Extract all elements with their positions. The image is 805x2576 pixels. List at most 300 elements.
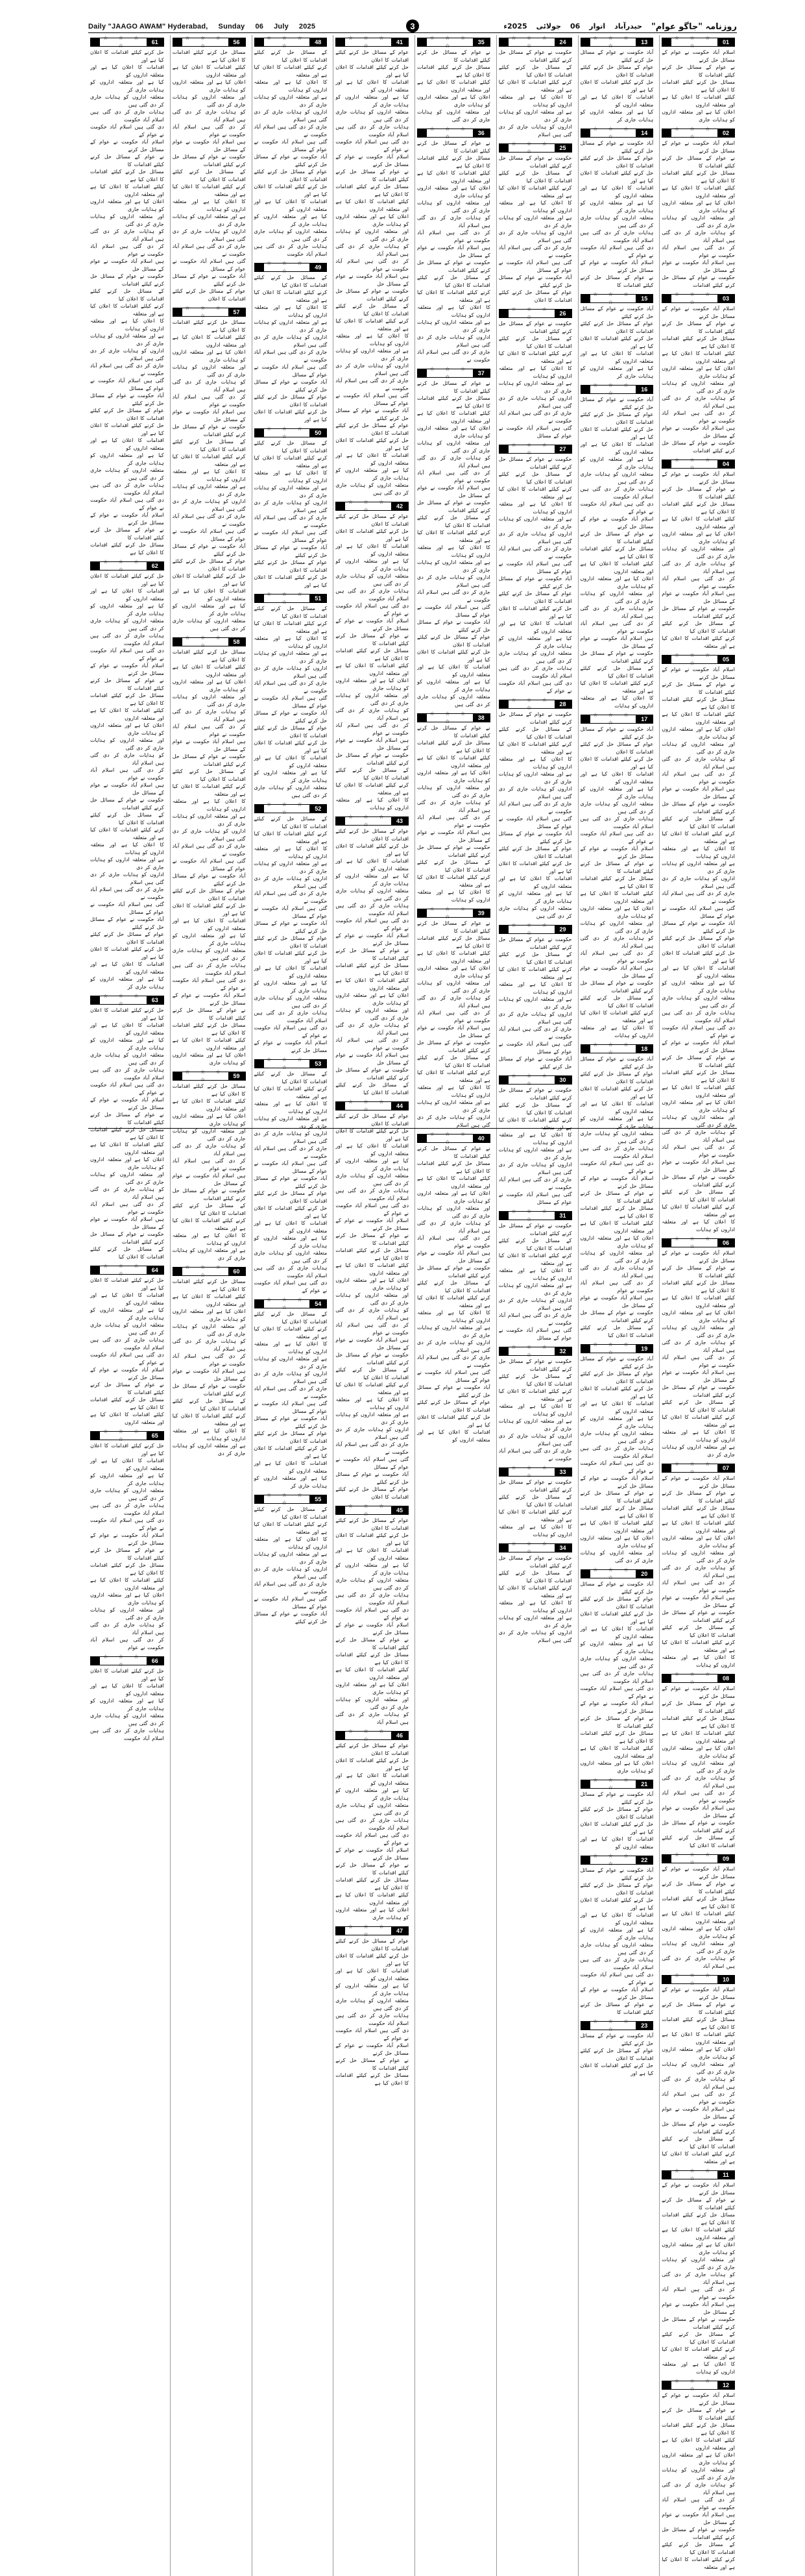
text-line: کرنے کیلئے اقدامات کا اعلان کیا ہے اور متعلقہ — [417, 1070, 490, 1083]
news-item-header — [335, 1101, 409, 1110]
news-item-number: 24 — [555, 38, 571, 46]
news-item-number: 08 — [717, 1674, 734, 1682]
text-line: اداروں کو ہدایات جاری کر دی گئی ہیں اسلام — [254, 1371, 328, 1384]
text-line: اسلام آباد حکومت نے عوام کے مسائل حل کرنے — [662, 1987, 735, 2000]
news-item-number: 14 — [636, 129, 653, 137]
text-line: کر دی گئی ہیں اسلام آباد حکومت نے عوام — [662, 576, 735, 589]
text-line: اعلان کیا ہے اور متعلقہ اداروں کو ہدایات جاری — [172, 679, 246, 693]
text-line: عوام کے مسائل حل کرنے کیلئے اقدامات کا اعلان — [335, 1743, 409, 1756]
text-line: مسائل حل کرنے کیلئے اقدامات کا اعلان کیا ہے — [90, 1397, 164, 1410]
header-marker — [255, 264, 264, 271]
text-line: کرنے کیلئے اقدامات کا اعلان کیا ہے اور متعلقہ — [172, 184, 246, 197]
text-line: نے عوام کے مسائل حل کرنے کیلئے اقدامات کا — [90, 1382, 164, 1395]
text-line: اقدامات کا اعلان کیا ہے اور متعلقہ اداروں کو — [498, 876, 572, 889]
city-urdu: حیدرآباد — [614, 21, 642, 31]
text-line: اداروں کو ہدایات جاری کر دی گئی ہیں اسلام — [417, 1340, 490, 1353]
text-line: حکومت نے عوام کے مسائل حل کرنے کیلئے اقدامات — [498, 456, 572, 470]
header-marker — [499, 310, 509, 317]
text-line: کے مسائل حل کرنے کیلئے اقدامات کا اعلان کیا — [254, 1071, 328, 1085]
text-line: جاری کر دی گئی ہیں اسلام آباد حکومت نے — [254, 1386, 328, 1399]
text-line: حل کرنے کیلئے اقدامات کا اعلان کیا ہے اور — [417, 1414, 490, 1428]
text-line: کرنے کیلئے اقدامات کا اعلان کیا ہے اور متعلقہ — [254, 1086, 328, 1099]
text-line: کیلئے اقدامات کا اعلان کیا ہے اور متعلقہ اداروں — [335, 1262, 409, 1276]
news-item-header — [254, 428, 328, 437]
star-divider-icon: ☆ ☆ ☆ ☆ — [511, 1208, 551, 1222]
text-line: کے مسائل حل کرنے کیلئے اقدامات کا اعلان کیا — [172, 439, 246, 452]
text-line: جاری کر دی گئی ہیں اسلام آباد حکومت نے — [172, 843, 246, 857]
text-line: اعلان کیا ہے اور متعلقہ اداروں کو ہدایات جاری — [90, 199, 164, 212]
text-line: اعلان کیا ہے اور متعلقہ اداروں کو ہدایات جاری — [662, 1535, 735, 1549]
text-line: جاری کر دی گئی ہیں اسلام آباد حکومت نے — [417, 1355, 490, 1368]
text-line: حکومت نے عوام کے مسائل حل کرنے کیلئے اقدامات — [498, 711, 572, 725]
news-item-header — [662, 457, 735, 471]
text-line: حل کرنے کیلئے اقدامات کا اعلان کیا ہے اور — [254, 1205, 328, 1219]
news-item — [499, 143, 572, 304]
text-line: کا اعلان کیا ہے اور متعلقہ اداروں کو ہدایات — [498, 1524, 572, 1538]
text-line: کے مسائل حل کرنے کیلئے اقدامات کا اعلان کیا — [662, 2542, 735, 2555]
news-item — [90, 561, 164, 990]
text-line: ہیں اسلام آباد حکومت نے عوام کے مسائل حل — [662, 425, 735, 439]
text-line: کیلئے اقدامات کا اعلان کیا ہے اور متعلقہ اداروں — [662, 1911, 735, 1924]
text-line: دی گئی ہیں اسلام آباد حکومت نے عوام کے — [580, 501, 654, 515]
text-line: گئی ہیں اسلام آباد حکومت نے عوام کے مسائل — [254, 1596, 328, 1610]
news-item-number: 47 — [391, 1927, 408, 1935]
news-item-header — [499, 143, 572, 153]
text-line: کا اعلان کیا ہے اور متعلقہ اداروں کو ہدایات — [90, 318, 164, 332]
text-line: اقدامات کا اعلان کیا ہے اور متعلقہ اداروں کو — [335, 1773, 409, 1786]
text-line: ہے اور متعلقہ اداروں کو ہدایات جاری کر دی — [498, 109, 572, 123]
news-item-header — [581, 35, 654, 49]
text-line: نے عوام کے مسائل حل کرنے کیلئے اقدامات کا — [580, 275, 654, 288]
news-item — [173, 637, 246, 1066]
text-line: مسائل حل کرنے کیلئے اقدامات کا اعلان کیا ہے — [662, 696, 735, 710]
text-line: آباد حکومت نے عوام کے مسائل حل کرنے کیلئے — [335, 408, 409, 421]
text-line: کر دی گئی ہیں اسلام آباد حکومت نے عوام — [335, 722, 409, 736]
text-line: گئی ہیں اسلام آباد حکومت نے عوام کے مسائل — [90, 902, 164, 915]
text-line: ہدایات جاری کر دی گئی ہیں اسلام آباد حکومت — [335, 2013, 409, 2026]
text-line: عوام کے مسائل حل کرنے کیلئے اقدامات کا اعلان — [254, 725, 328, 739]
text-line: متعلقہ اداروں کو ہدایات جاری کر دی گئی ہیں — [580, 1430, 654, 1444]
text-line: اقدامات کا اعلان کیا ہے اور متعلقہ اداروں کو — [580, 94, 654, 108]
text-line: حکومت نے عوام کے مسائل حل کرنے کیلئے اقدامات — [580, 980, 654, 994]
text-line: آباد حکومت نے عوام کے مسائل حل کرنے کیلئے — [580, 140, 654, 154]
text-line: ہیں اسلام آباد حکومت نے عوام کے مسائل حل — [417, 1025, 490, 1038]
text-line: نے عوام کے مسائل حل کرنے کیلئے اقدامات کا — [172, 1007, 246, 1021]
text-line: کے مسائل حل کرنے کیلئے اقدامات کا اعلان کیا — [662, 2136, 735, 2150]
text-line: ہیں اسلام آباد حکومت نے عوام کے مسائل حل — [172, 409, 246, 423]
text-line: جاری کر دی گئی ہیں اسلام آباد حکومت نے — [498, 245, 572, 258]
text-line: کو ہدایات جاری کر دی گئی ہیں اسلام آباد — [662, 1956, 735, 1969]
text-line: اسلام آباد حکومت نے عوام کے مسائل حل کرنے — [335, 933, 409, 946]
text-line: کیا ہے اور متعلقہ اداروں کو ہدایات جاری کر — [335, 1562, 409, 1576]
news-item-body — [662, 305, 735, 454]
text-line: کا اعلان کیا ہے اور متعلقہ اداروں کو ہدایات — [335, 797, 409, 811]
text-line: عوام کے مسائل حل کرنے کیلئے اقدامات کا اعلان — [580, 1882, 654, 1896]
text-line: کیا ہے اور متعلقہ اداروں کو ہدایات جاری کر — [172, 933, 246, 946]
text-line: کے مسائل حل کرنے کیلئے اقدامات کا اعلان کیا — [90, 1246, 164, 1260]
text-line: ہیں اسلام آباد حکومت نے عوام کے مسائل حل — [172, 1368, 246, 1382]
news-item-header — [662, 652, 735, 666]
text-line: اور متعلقہ اداروں کو ہدایات جاری کر دی گئی — [580, 1250, 654, 1264]
news-item-header — [335, 35, 409, 49]
header-marker — [662, 460, 671, 468]
news-item-number: 18 — [636, 1045, 653, 1053]
text-line: حکومت نے عوام کے مسائل حل کرنے کیلئے اقدامات — [662, 1384, 735, 1398]
news-item-body — [254, 49, 328, 258]
news-item-number: 06 — [717, 1239, 734, 1247]
text-line: حکومت نے عوام کے مسائل حل کرنے کیلئے اقدامات — [335, 288, 409, 302]
text-line: جاری کر دی گئی ہیں اسلام آباد حکومت نے — [498, 546, 572, 559]
text-line: کا اعلان کیا ہے اور متعلقہ اداروں کو ہدایات — [498, 981, 572, 995]
text-line: کو ہدایات جاری کر دی گئی ہیں اسلام آباد — [90, 1622, 164, 1636]
text-line: آباد حکومت نے عوام کے مسائل حل کرنے کیلئے — [498, 831, 572, 844]
news-item-header — [254, 804, 328, 813]
text-line: کے مسائل حل کرنے کیلئے اقدامات کا اعلان کیا — [498, 64, 572, 78]
text-line: کرنے کیلئے اقدامات کا اعلان کیا ہے اور متعلقہ — [498, 966, 572, 980]
news-item-header — [499, 922, 572, 936]
news-item-header — [662, 1972, 735, 1986]
text-line: مسائل حل کرنے کیلئے اقدامات کا اعلان کیا ہے — [335, 1247, 409, 1261]
news-item-number: 17 — [636, 715, 653, 723]
text-line: کیا ہے اور متعلقہ اداروں کو ہدایات جاری کر — [254, 980, 328, 994]
text-line: کرنے کیلئے اقدامات کا اعلان کیا ہے اور متعلقہ — [90, 827, 164, 840]
text-line: جاری کر دی گئی ہیں اسلام آباد حکومت نے — [254, 680, 328, 694]
news-item-body — [581, 1055, 654, 1339]
text-line: کا اعلان کیا ہے اور متعلقہ اداروں کو ہدایات — [254, 1101, 328, 1114]
text-line: کیا ہے اور متعلقہ اداروں کو ہدایات جاری کر — [335, 1158, 409, 1171]
text-line: کے مسائل حل کرنے کیلئے اقدامات کا اعلان کیا — [580, 665, 654, 679]
text-line: کیلئے اقدامات کا اعلان کیا ہے اور متعلقہ اداروں — [662, 2437, 735, 2451]
text-line: اور متعلقہ اداروں کو ہدایات جاری کر دی گئی — [662, 1760, 735, 1774]
text-line: ہے اور متعلقہ اداروں کو ہدایات جاری کر دی — [254, 1116, 328, 1129]
text-line: اعلان کیا ہے اور متعلقہ اداروں کو ہدایات جاری — [662, 1099, 735, 1113]
text-line: مسائل حل کرنے کیلئے اقدامات کا اعلان کیا ہے — [417, 155, 490, 169]
text-line: کیلئے اقدامات کا اعلان کیا ہے اور متعلقہ اداروں — [417, 170, 490, 184]
text-line: متعلقہ اداروں کو ہدایات جاری کر دی گئی ہیں — [254, 995, 328, 1009]
text-line: عوام کے مسائل حل کرنے کیلئے اقدامات کا اعلان — [417, 634, 490, 648]
text-line: اداروں کو ہدایات جاری کر دی گئی ہیں اسلام — [498, 1630, 572, 1643]
text-line: ہیں اسلام آباد حکومت نے عوام کے مسائل حل — [90, 258, 164, 272]
text-line: عوام کے مسائل حل کرنے کیلئے اقدامات کا اعلان — [254, 169, 328, 182]
text-line: کیا ہے اور متعلقہ اداروں کو ہدایات جاری کر — [417, 679, 490, 693]
text-line: دی گئی ہیں اسلام آباد حکومت نے عوام کے — [335, 139, 409, 153]
text-line: کر دی گئی ہیں اسلام آباد حکومت نے عوام — [580, 1280, 654, 1294]
text-line: اسلام آباد حکومت نے عوام کے مسائل حل کرنے — [662, 1475, 735, 1489]
news-item-body — [581, 1355, 654, 1564]
star-divider-icon: ☆ ☆ ☆ ☆ — [267, 35, 307, 49]
text-line: کے مسائل حل کرنے کیلئے اقدامات کا اعلان کیا — [498, 1102, 572, 1116]
text-line: اعلان کیا ہے اور متعلقہ اداروں کو ہدایات جاری — [90, 1157, 164, 1170]
text-line: متعلقہ اداروں کو ہدایات جاری کر دی گئی ہیں — [90, 1488, 164, 1501]
text-line: ہدایات جاری کر دی گئی ہیں اسلام آباد حکومت — [335, 1188, 409, 1201]
text-line: کیا ہے اور متعلقہ اداروں کو ہدایات جاری کر — [335, 873, 409, 887]
text-line: عوام کے مسائل حل کرنے کیلئے اقدامات کا اعلان — [580, 1071, 654, 1085]
text-line: گئی ہیں اسلام آباد حکومت نے عوام کے مسائل — [254, 1401, 328, 1414]
text-line: کیلئے اقدامات کا اعلان کیا ہے اور متعلقہ اداروں — [662, 350, 735, 364]
text-line: کا اعلان کیا ہے اور متعلقہ اداروں کو ہدایات — [254, 1536, 328, 1550]
text-line: اقدامات کا اعلان کیا ہے اور متعلقہ اداروں کو — [90, 1683, 164, 1697]
text-line: متعلقہ اداروں کو ہدایات جاری کر دی گئی ہیں — [498, 650, 572, 664]
text-line: اعلان کیا ہے اور متعلقہ اداروں کو ہدایات جاری — [172, 1052, 246, 1066]
text-line: اداروں کو ہدایات جاری کر دی گئی ہیں اسلام — [254, 1131, 328, 1144]
news-item-body — [581, 305, 654, 380]
header-marker — [499, 1212, 509, 1220]
news-item-number: 43 — [391, 817, 408, 825]
text-line: کا اعلان کیا ہے اور متعلقہ اداروں کو ہدایات — [662, 1429, 735, 1443]
news-item-body — [499, 1086, 572, 1206]
text-line: عوام کے مسائل حل کرنے کیلئے اقدامات کا اعلان — [580, 155, 654, 169]
text-line: مسائل حل کرنے کیلئے اقدامات کا اعلان کیا ہے — [172, 319, 246, 333]
text-line: جاری کر دی گئی ہیں اسلام آباد حکومت نے — [498, 1448, 572, 1462]
star-divider-icon: ☆ ☆ ☆ ☆ — [348, 35, 389, 49]
text-line: کو ہدایات جاری کر دی گئی ہیں اسلام آباد — [662, 756, 735, 770]
text-line: جاری کر دی گئی ہیں اسلام آباد حکومت نے — [498, 801, 572, 815]
text-line: اسلام آباد حکومت نے عوام کے مسائل حل کرنے — [335, 2042, 409, 2056]
text-line: حل کرنے کیلئے اقدامات کا اعلان کیا ہے اور — [335, 64, 409, 78]
text-line: کرنے کیلئے اقدامات کا اعلان کیا ہے اور متعلقہ — [662, 2346, 735, 2360]
news-item-header — [662, 35, 735, 49]
text-line: کرنے کیلئے اقدامات کا اعلان کیا ہے اور متعلقہ — [662, 1204, 735, 1218]
text-line: کیا ہے اور متعلقہ اداروں کو ہدایات جاری کر — [498, 635, 572, 649]
news-item-number: 42 — [391, 502, 408, 510]
news-item-body — [254, 1506, 328, 1625]
text-line: حل کرنے کیلئے اقدامات کا اعلان کیا ہے اور — [335, 528, 409, 542]
text-line: ہے اور متعلقہ اداروں کو ہدایات جاری کر دی — [254, 1551, 328, 1565]
text-line: کیلئے اقدامات کا اعلان کیا ہے اور متعلقہ اداروں — [662, 516, 735, 530]
text-line: نے عوام کے مسائل حل کرنے کیلئے اقدامات کا — [662, 1490, 735, 1504]
text-line: اداروں کو ہدایات جاری کر دی گئی ہیں اسلام — [417, 334, 490, 348]
text-line: کرنے کیلئے اقدامات کا اعلان کیا ہے اور متعلقہ — [662, 635, 735, 649]
header-marker — [581, 715, 590, 723]
text-line: اقدامات کا اعلان کیا ہے اور متعلقہ اداروں کو — [254, 1220, 328, 1234]
text-line: کے مسائل حل کرنے کیلئے اقدامات کا اعلان کیا — [662, 1189, 735, 1203]
text-line: عوام کے مسائل حل کرنے کیلئے اقدامات کا اعلان — [254, 1190, 328, 1204]
text-line: ہیں اسلام آباد حکومت نے عوام کے مسائل حل — [662, 1595, 735, 1608]
star-divider-icon: ☆ ☆ ☆ ☆ — [267, 802, 307, 815]
text-line: ہدایات جاری کر دی گئی ہیں اسلام آباد حکومت — [580, 816, 654, 829]
news-item-header — [499, 1344, 572, 1358]
text-line: جاری کر دی گئی ہیں اسلام آباد حکومت نے — [254, 349, 328, 363]
text-line: اقدامات کا اعلان کیا ہے اور متعلقہ اداروں کو — [90, 1022, 164, 1036]
text-line: کر دی گئی ہیں اسلام آباد حکومت نے عوام — [662, 1790, 735, 1804]
text-line: کا اعلان کیا ہے اور متعلقہ اداروں کو ہدایات — [417, 304, 490, 318]
text-line: مسائل حل کرنے کیلئے اقدامات کا اعلان کیا ہے — [662, 2212, 735, 2226]
text-line: آباد حکومت نے عوام کے مسائل حل کرنے کیلئے — [90, 393, 164, 406]
text-line: ہے اور متعلقہ اداروں کو ہدایات جاری کر دی — [417, 1325, 490, 1338]
text-line: اقدامات کا اعلان کیا ہے اور متعلقہ اداروں کو — [335, 452, 409, 466]
text-line: حل کرنے کیلئے اقدامات کا اعلان کیا ہے اور — [90, 1443, 164, 1456]
star-divider-icon: ☆ ☆ ☆ ☆ — [511, 1073, 551, 1086]
news-item-body — [499, 456, 572, 694]
header-marker — [336, 38, 345, 46]
text-line: ہے اور متعلقہ اداروں کو ہدایات جاری کر دی — [417, 319, 490, 333]
news-item-body — [581, 1580, 654, 1774]
text-line: کا اعلان کیا ہے اور متعلقہ اداروں کو ہدایات — [417, 889, 490, 903]
text-line: نے عوام کے مسائل حل کرنے کیلئے اقدامات کا — [90, 1547, 164, 1561]
text-line: دی گئی ہیں اسلام آباد حکومت نے عوام کے — [90, 124, 164, 138]
text-line: اداروں کو ہدایات جاری کر دی گئی ہیں اسلام — [254, 665, 328, 679]
text-line: جاری کر دی گئی ہیں اسلام آباد حکومت نے — [335, 1441, 409, 1455]
text-line: اعلان کیا ہے اور متعلقہ اداروں کو ہدایات جاری — [90, 1592, 164, 1606]
news-item-body — [90, 572, 164, 990]
text-line: اداروں کو ہدایات جاری کر دی گئی ہیں اسلام — [335, 1427, 409, 1440]
text-line: دی گئی ہیں اسلام آباد حکومت نے عوام کے — [335, 1832, 409, 1846]
news-item-number: 39 — [473, 909, 490, 917]
text-line: اداروں کو ہدایات جاری کر دی گئی ہیں اسلام — [498, 395, 572, 409]
news-item-body — [254, 274, 328, 423]
header-marker — [662, 129, 671, 137]
news-item-number: 07 — [717, 1464, 734, 1472]
text-line: اور متعلقہ اداروں کو ہدایات جاری کر دی گئی — [662, 1941, 735, 1954]
text-line: نے عوام کے مسائل حل کرنے کیلئے اقدامات کا — [580, 1190, 654, 1204]
news-item-number: 56 — [228, 38, 245, 46]
text-line: گئی ہیں اسلام آباد حکومت نے عوام کے مسائل — [417, 1369, 490, 1383]
text-line: اقدامات کا اعلان کیا ہے اور متعلقہ اداروں کو — [335, 1968, 409, 1981]
text-line: کے مسائل حل کرنے کیلئے اقدامات کا اعلان کیا — [254, 1506, 328, 1520]
text-line: اعلان کیا ہے اور متعلقہ اداروں کو ہدایات جاری — [662, 1310, 735, 1323]
text-line: کیا ہے اور متعلقہ اداروں کو ہدایات جاری کر — [90, 1037, 164, 1051]
text-line: اعلان کیا ہے اور متعلقہ اداروں کو ہدایات جاری — [417, 185, 490, 199]
text-line: جاری کر دی گئی ہیں اسلام آباد حکومت نے — [254, 1146, 328, 1159]
news-item-body — [173, 1278, 246, 1457]
text-line: اعلان کیا ہے اور متعلقہ اداروں کو ہدایات جاری — [417, 770, 490, 783]
text-line: آباد حکومت نے عوام کے مسائل حل کرنے کیلئے — [580, 1791, 654, 1805]
text-line: کیلئے اقدامات کا اعلان کیا ہے اور متعلقہ اداروں — [90, 1412, 164, 1425]
news-item-header — [90, 561, 164, 570]
text-line: حکومت نے عوام کے مسائل حل کرنے کیلئے اقدامات — [662, 440, 735, 454]
text-line: دی گئی ہیں اسلام آباد حکومت نے عوام کے — [580, 245, 654, 258]
text-line: اور متعلقہ اداروں کو ہدایات جاری کر دی گئی — [662, 741, 735, 755]
news-item-body — [173, 648, 246, 1066]
text-line: کیلئے اقدامات کا اعلان کیا ہے اور متعلقہ اداروں — [662, 711, 735, 725]
text-line: اعلان کیا ہے اور متعلقہ اداروں کو ہدایات جاری — [335, 1682, 409, 1695]
header-marker — [499, 1076, 509, 1084]
text-line: مسائل حل کرنے کیلئے اقدامات کا اعلان کیا ہے — [90, 542, 164, 556]
text-line: کے مسائل حل کرنے کیلئے اقدامات کا اعلان کیا — [498, 951, 572, 965]
news-item — [662, 652, 735, 1233]
text-line: اقدامات کا اعلان کیا ہے اور متعلقہ اداروں کو — [90, 961, 164, 975]
news-item — [580, 126, 654, 289]
news-item-body — [90, 1007, 164, 1260]
header-marker — [581, 1045, 590, 1053]
text-line: دی گئی ہیں اسلام آباد حکومت نے عوام کے — [90, 1352, 164, 1366]
text-line: متعلقہ اداروں کو ہدایات جاری کر دی گئی ہیں — [335, 109, 409, 123]
text-line: دی گئی ہیں اسلام آباد حکومت نے عوام کے — [90, 648, 164, 661]
star-divider-icon: ☆ ☆ ☆ ☆ — [593, 1567, 633, 1580]
header-marker — [91, 1657, 100, 1665]
star-divider-icon: ☆ ☆ ☆ ☆ — [511, 1344, 551, 1358]
text-line: کے مسائل حل کرنے کیلئے اقدامات کا اعلان کیا — [662, 1835, 735, 1848]
news-item — [498, 697, 572, 920]
text-line: اداروں کو ہدایات جاری کر دی گئی ہیں اسلام — [417, 1114, 490, 1128]
text-line: حل کرنے کیلئے اقدامات کا اعلان کیا ہے اور — [90, 1007, 164, 1021]
news-item-number: 45 — [391, 1506, 408, 1514]
news-item — [498, 306, 572, 439]
news-item-number: 28 — [555, 700, 571, 708]
text-line: حکومت نے عوام کے مسائل حل کرنے کیلئے اقدامات — [90, 797, 164, 811]
news-item-header — [90, 1431, 164, 1440]
star-divider-icon: ☆ ☆ ☆ ☆ — [593, 1777, 633, 1791]
text-line: کرنے کیلئے اقدامات کا اعلان کیا ہے اور متعلقہ — [498, 1253, 572, 1266]
text-line: کا اعلان کیا ہے اور متعلقہ اداروں کو ہدایات — [662, 2361, 735, 2375]
news-item-number: 58 — [228, 638, 245, 646]
header-marker — [91, 1266, 100, 1274]
text-line: جاری کر دی گئی ہیں اسلام آباد حکومت نے — [335, 378, 409, 391]
text-line: آباد حکومت نے عوام کے مسائل حل کرنے کیلئے — [662, 920, 735, 934]
header-marker — [173, 38, 182, 46]
text-line: کیلئے اقدامات کا اعلان کیا ہے اور متعلقہ اداروں — [580, 561, 654, 574]
text-line: اعلان کیا ہے اور متعلقہ اداروں کو ہدایات جاری — [662, 200, 735, 214]
text-line: ہدایات جاری کر دی گئی ہیں اسلام آباد حکومت — [580, 1957, 654, 1970]
text-line: حل کرنے کیلئے اقدامات کا اعلان کیا ہے اور — [580, 1611, 654, 1625]
text-line: عوام کے مسائل حل کرنے کیلئے اقدامات کا اعلان — [90, 931, 164, 945]
news-item-header — [254, 591, 328, 605]
star-divider-icon: ☆ ☆ ☆ ☆ — [593, 1342, 633, 1355]
text-line: کیلئے اقدامات کا اعلان کیا ہے اور متعلقہ اداروں — [662, 2031, 735, 2045]
text-line: عوام کے مسائل حل کرنے کیلئے اقدامات کا اعلان — [335, 423, 409, 436]
news-item-header — [335, 499, 409, 513]
text-line: ہدایات جاری کر دی گئی ہیں اسلام آباد حکومت — [580, 486, 654, 500]
news-item-number: 10 — [717, 1976, 734, 1983]
news-item — [254, 35, 328, 258]
text-line: حکومت نے عوام کے مسائل حل کرنے کیلئے اقدامات — [417, 844, 490, 858]
text-line: کر دی گئی ہیں اسلام آباد حکومت نے عوام — [172, 124, 246, 138]
news-item-header — [662, 291, 735, 305]
header-marker — [581, 1780, 590, 1788]
text-line: کیا ہے اور متعلقہ اداروں کو ہدایات جاری کر — [498, 890, 572, 904]
text-line: کرنے کیلئے اقدامات کا اعلان کیا ہے اور متعلقہ — [335, 318, 409, 332]
text-line: عوام کے مسائل حل کرنے کیلئے اقدامات کا اعلان — [580, 1596, 654, 1610]
text-line: کے مسائل حل کرنے کیلئے اقدامات کا اعلان کیا — [172, 1398, 246, 1412]
text-line: کرنے کیلئے اقدامات کا اعلان کیا ہے اور متعلقہ — [498, 1585, 572, 1599]
news-item-body — [499, 936, 572, 1070]
text-line: کو ہدایات جاری کر دی گئی ہیں اسلام آباد — [662, 230, 735, 243]
text-line: حل کرنے کیلئے اقدامات کا اعلان کیا ہے اور — [254, 184, 328, 197]
text-line: کر دی گئی ہیں اسلام آباد حکومت نے عوام — [90, 1637, 164, 1650]
news-item-header — [581, 1569, 654, 1578]
text-line: اداروں کو ہدایات جاری کر دی گئی ہیں اسلام — [498, 124, 572, 138]
text-line: نے عوام کے مسائل حل کرنے کیلئے اقدامات کا — [417, 1146, 490, 1159]
text-line: حل کرنے کیلئے اقدامات کا اعلان کیا ہے اور — [417, 649, 490, 663]
news-item — [417, 713, 490, 903]
text-line: حکومت نے عوام کے مسائل حل کرنے کیلئے اقدامات — [417, 500, 490, 513]
text-line: حل کرنے کیلئے اقدامات کا اعلان کیا ہے اور — [90, 1277, 164, 1291]
text-line: کیا ہے اور متعلقہ اداروں کو ہدایات جاری کر — [335, 558, 409, 572]
star-divider-icon: ☆ ☆ ☆ ☆ — [103, 559, 143, 572]
text-line: کو ہدایات جاری کر دی گئی ہیں اسلام آباد — [417, 215, 490, 228]
text-line: اسلام آباد حکومت نے عوام کے مسائل حل کرنے — [662, 1686, 735, 1699]
text-line: نے عوام کے مسائل حل کرنے کیلئے اقدامات کا — [662, 2407, 735, 2421]
text-line: کو ہدایات جاری کر دی گئی ہیں اسلام آباد — [580, 1265, 654, 1279]
text-line: کیلئے اقدامات کا اعلان کیا ہے اور متعلقہ اداروں — [417, 410, 490, 424]
text-line: کے مسائل حل کرنے کیلئے اقدامات کا اعلان کیا — [172, 1203, 246, 1216]
text-line: کرنے کیلئے اقدامات کا اعلان کیا ہے اور متعلقہ — [172, 1413, 246, 1427]
text-line: اسلام آباد حکومت نے عوام کے مسائل حل کرنے — [335, 618, 409, 632]
text-line: عوام کے مسائل حل کرنے کیلئے اقدامات کا اعلان — [580, 411, 654, 425]
header-marker — [581, 295, 590, 302]
header-marker — [91, 1432, 100, 1440]
text-line: مسائل حل کرنے کیلئے اقدامات کا اعلان کیا ہے — [580, 1205, 654, 1219]
news-item-body — [581, 396, 654, 709]
text-line: حل کرنے کیلئے اقدامات کا اعلان کیا ہے اور — [254, 409, 328, 423]
text-line: کا اعلان کیا ہے اور متعلقہ اداروں کو ہدایات — [254, 79, 328, 93]
text-line: کیا ہے اور متعلقہ اداروں کو ہدایات جاری کر — [335, 1983, 409, 1996]
news-item-number: 05 — [717, 656, 734, 663]
news-item-number: 31 — [555, 1212, 571, 1220]
text-line: کو ہدایات جاری کر دی گئی ہیں اسلام آباد — [580, 606, 654, 619]
text-line: اعلان کیا ہے اور متعلقہ اداروں کو ہدایات جاری — [417, 965, 490, 979]
text-line: ہیں اسلام آباد حکومت نے عوام کے مسائل حل — [172, 739, 246, 752]
